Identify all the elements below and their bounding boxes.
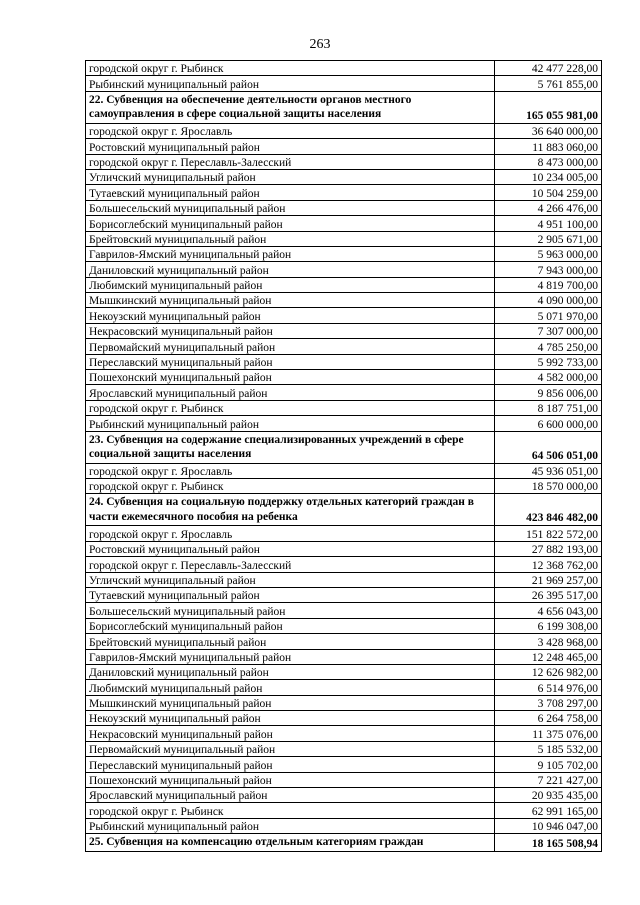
recipient-name: Некрасовский муниципальный район — [86, 323, 495, 338]
amount: 3 708 297,00 — [495, 695, 602, 710]
section-heading-row — [86, 91, 602, 123]
recipient-name: Первомайский муниципальный район — [86, 339, 495, 354]
recipient-name: Ярославский муниципальный район — [86, 788, 495, 803]
recipient-name: Брейтовский муниципальный район — [86, 231, 495, 246]
recipient-name: Даниловский муниципальный район — [86, 664, 495, 679]
table-row — [86, 61, 602, 76]
recipient-name: Гаврилов-Ямский муниципальный район — [86, 246, 495, 261]
section-heading-row — [86, 494, 602, 526]
amount: 6 514 976,00 — [495, 680, 602, 695]
table-row — [86, 385, 602, 400]
recipient-name: Тутаевский муниципальный район — [86, 185, 495, 200]
amount: 4 819 700,00 — [495, 277, 602, 292]
recipient-name: Любимский муниципальный район — [86, 277, 495, 292]
page-number: 263 — [309, 37, 331, 52]
recipient-name: Даниловский муниципальный район — [86, 262, 495, 277]
recipient-name: городской округ г. Ярославль — [86, 463, 495, 478]
recipient-name: Рыбинский муниципальный район — [86, 76, 495, 91]
recipient-name: Угличский муниципальный район — [86, 572, 495, 587]
table-row — [86, 664, 602, 679]
section-title: 23. Субвенция на содержание специализированных учреждений в сфере социальной защиты населения — [86, 431, 495, 463]
recipient-name: городской округ г. Рыбинск — [86, 803, 495, 818]
table-row — [86, 680, 602, 695]
table-row — [86, 649, 602, 664]
table-row — [86, 323, 602, 338]
recipient-name: Угличский муниципальный район — [86, 169, 495, 184]
table-row — [86, 726, 602, 741]
section-title: 25. Субвенция на компенсацию отдельным категориям граждан — [86, 834, 495, 852]
table-row — [86, 76, 602, 91]
amount: 5 071 970,00 — [495, 308, 602, 323]
subvention-table — [85, 60, 602, 852]
amount: 7 307 000,00 — [495, 323, 602, 338]
amount: 42 477 228,00 — [495, 61, 602, 76]
table-row — [86, 185, 602, 200]
table-row — [86, 587, 602, 602]
recipient-name: городской округ г. Ярославль — [86, 123, 495, 138]
table-row — [86, 818, 602, 833]
recipient-name: Некрасовский муниципальный район — [86, 726, 495, 741]
recipient-name: Первомайский муниципальный район — [86, 741, 495, 756]
table-row — [86, 370, 602, 385]
table-row — [86, 400, 602, 415]
table-row — [86, 788, 602, 803]
amount: 6 264 758,00 — [495, 711, 602, 726]
amount: 5 761 855,00 — [495, 76, 602, 91]
recipient-name: Ростовский муниципальный район — [86, 541, 495, 556]
recipient-name: Переславский муниципальный район — [86, 354, 495, 369]
recipient-name: Некоузский муниципальный район — [86, 711, 495, 726]
table-row — [86, 154, 602, 169]
table-row — [86, 618, 602, 633]
amount: 3 428 968,00 — [495, 634, 602, 649]
table-row — [86, 541, 602, 556]
recipient-name: Переславский муниципальный район — [86, 757, 495, 772]
amount: 62 991 165,00 — [495, 803, 602, 818]
recipient-name: Любимский муниципальный район — [86, 680, 495, 695]
table-row — [86, 339, 602, 354]
table-row — [86, 711, 602, 726]
table-row — [86, 293, 602, 308]
table-row — [86, 416, 602, 431]
amount: 10 946 047,00 — [495, 818, 602, 833]
amount: 8 473 000,00 — [495, 154, 602, 169]
table-row — [86, 246, 602, 261]
amount: 6 199 308,00 — [495, 618, 602, 633]
recipient-name: Пошехонский муниципальный район — [86, 370, 495, 385]
amount: 27 882 193,00 — [495, 541, 602, 556]
amount: 20 935 435,00 — [495, 788, 602, 803]
recipient-name: Гаврилов-Ямский муниципальный район — [86, 649, 495, 664]
amount: 10 234 005,00 — [495, 169, 602, 184]
amount: 9 105 702,00 — [495, 757, 602, 772]
amount: 26 395 517,00 — [495, 587, 602, 602]
amount: 7 943 000,00 — [495, 262, 602, 277]
table-row — [86, 123, 602, 138]
recipient-name: Борисоглебский муниципальный район — [86, 618, 495, 633]
table-row — [86, 354, 602, 369]
amount: 5 185 532,00 — [495, 741, 602, 756]
recipient-name: Большесельский муниципальный район — [86, 603, 495, 618]
amount: 5 963 000,00 — [495, 246, 602, 261]
recipient-name: Ярославский муниципальный район — [86, 385, 495, 400]
table-row — [86, 803, 602, 818]
table-row — [86, 741, 602, 756]
recipient-name: Мышкинский муниципальный район — [86, 293, 495, 308]
table-row — [86, 231, 602, 246]
section-title: 24. Субвенция на социальную поддержку отдельных категорий граждан в части ежемесячного пособия на ребенка — [86, 494, 495, 526]
recipient-name: городской округ г. Рыбинск — [86, 478, 495, 493]
recipient-name: Рыбинский муниципальный район — [86, 818, 495, 833]
amount: 4 582 000,00 — [495, 370, 602, 385]
amount: 11 375 076,00 — [495, 726, 602, 741]
recipient-name: Некоузский муниципальный район — [86, 308, 495, 323]
amount: 4 266 476,00 — [495, 200, 602, 215]
recipient-name: Рыбинский муниципальный район — [86, 416, 495, 431]
amount: 18 570 000,00 — [495, 478, 602, 493]
recipient-name: Ростовский муниципальный район — [86, 139, 495, 154]
recipient-name: городской округ г. Переславль-Залесский — [86, 557, 495, 572]
section-total: 64 506 051,00 — [495, 431, 602, 463]
recipient-name: Большесельский муниципальный район — [86, 200, 495, 215]
table-row — [86, 634, 602, 649]
amount: 8 187 751,00 — [495, 400, 602, 415]
recipient-name: Борисоглебский муниципальный район — [86, 216, 495, 231]
table-row — [86, 169, 602, 184]
section-heading-row — [86, 834, 602, 852]
subvention-table-body — [86, 61, 602, 852]
amount: 2 905 671,00 — [495, 231, 602, 246]
table-row — [86, 216, 602, 231]
section-title: 22. Субвенция на обеспечение деятельности органов местного самоуправления в сфере социальной защиты населения — [86, 91, 495, 123]
table-row — [86, 557, 602, 572]
amount: 21 969 257,00 — [495, 572, 602, 587]
table-row — [86, 277, 602, 292]
table-row — [86, 463, 602, 478]
amount: 4 785 250,00 — [495, 339, 602, 354]
table-row — [86, 478, 602, 493]
recipient-name: Мышкинский муниципальный район — [86, 695, 495, 710]
table-row — [86, 757, 602, 772]
section-total: 18 165 508,94 — [495, 834, 602, 852]
amount: 6 600 000,00 — [495, 416, 602, 431]
amount: 45 936 051,00 — [495, 463, 602, 478]
recipient-name: Пошехонский муниципальный район — [86, 772, 495, 787]
amount: 7 221 427,00 — [495, 772, 602, 787]
table-row — [86, 695, 602, 710]
table-row — [86, 308, 602, 323]
table-row — [86, 572, 602, 587]
amount: 151 822 572,00 — [495, 526, 602, 541]
amount: 12 368 762,00 — [495, 557, 602, 572]
recipient-name: городской округ г. Переславль-Залесский — [86, 154, 495, 169]
amount: 4 656 043,00 — [495, 603, 602, 618]
recipient-name: Брейтовский муниципальный район — [86, 634, 495, 649]
amount: 11 883 060,00 — [495, 139, 602, 154]
table-row — [86, 200, 602, 215]
amount: 4 090 000,00 — [495, 293, 602, 308]
table-row — [86, 262, 602, 277]
recipient-name: Тутаевский муниципальный район — [86, 587, 495, 602]
amount: 12 626 982,00 — [495, 664, 602, 679]
table-row — [86, 603, 602, 618]
section-total: 165 055 981,00 — [495, 91, 602, 123]
table-row — [86, 772, 602, 787]
amount: 10 504 259,00 — [495, 185, 602, 200]
amount: 5 992 733,00 — [495, 354, 602, 369]
amount: 12 248 465,00 — [495, 649, 602, 664]
section-heading-row — [86, 431, 602, 463]
recipient-name: городской округ г. Рыбинск — [86, 400, 495, 415]
amount: 36 640 000,00 — [495, 123, 602, 138]
amount: 9 856 006,00 — [495, 385, 602, 400]
recipient-name: городской округ г. Рыбинск — [86, 61, 495, 76]
section-total: 423 846 482,00 — [495, 494, 602, 526]
table-row — [86, 139, 602, 154]
recipient-name: городской округ г. Ярославль — [86, 526, 495, 541]
amount: 4 951 100,00 — [495, 216, 602, 231]
table-row — [86, 526, 602, 541]
